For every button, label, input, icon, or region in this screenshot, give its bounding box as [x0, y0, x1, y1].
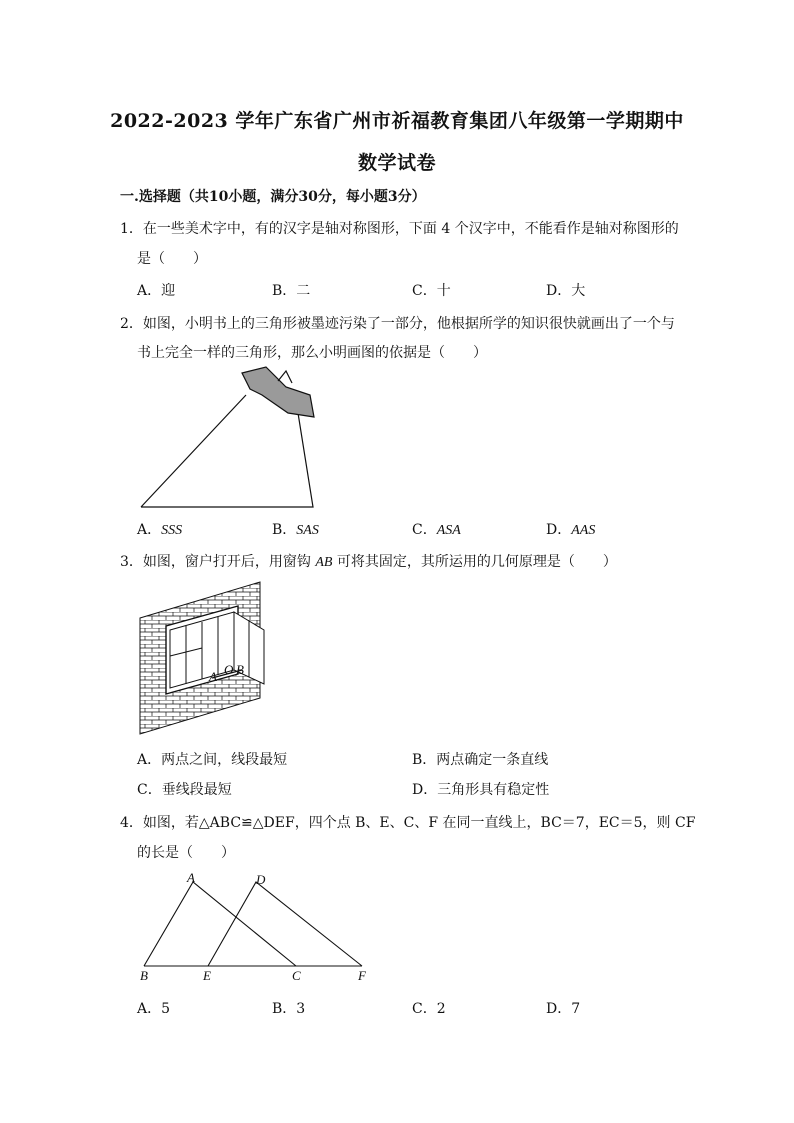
q3-stem-var: AB	[315, 555, 333, 570]
q3-option-c: C．垂线段最短	[137, 782, 232, 798]
q4-option-a: A．5	[137, 1001, 171, 1017]
q2-stem-line1: 2．如图，小明书上的三角形被墨迹污染了一部分，他根据所学的知识很快就画出了一个与	[120, 316, 675, 332]
q4-option-d: D．7	[546, 1001, 581, 1017]
q3-label-a: A	[209, 669, 217, 684]
q2-option-b: B．SAS	[272, 522, 319, 538]
q4-label-c: C	[292, 968, 301, 983]
q3-label-b: B	[236, 662, 244, 677]
q4-stem-line1: 4．如图，若△ABC≌△DEF，四个点 B、E、C、F 在同一直线上，BC＝7，EC＝5，则 CF	[120, 815, 696, 831]
q4-stem-line2: 的长是（ ）	[137, 845, 235, 861]
q4-label-a: A	[187, 872, 195, 885]
q3-window-figure	[138, 580, 270, 738]
q3-label-o: O	[224, 662, 234, 677]
q4-label-d: D	[256, 872, 266, 887]
q2-option-c-value: ASA	[436, 523, 461, 538]
q1-option-a: A．迎	[137, 283, 176, 299]
q2-option-a-value: SSS	[161, 523, 183, 538]
q1-option-d: D．大	[546, 283, 586, 299]
q4-label-e: E	[203, 968, 211, 983]
q2-option-b-value: SAS	[296, 523, 319, 538]
q1-option-c: C．十	[412, 283, 451, 299]
q4-triangle-def	[208, 882, 362, 966]
q1-option-b: B．二	[272, 283, 311, 299]
q2-option-c: C．ASA	[412, 522, 461, 538]
q2-option-d-value: AAS	[571, 523, 596, 538]
q4-label-b: B	[140, 968, 148, 983]
q3-option-b: B．两点确定一条直线	[412, 752, 549, 768]
q2-option-d: D．AAS	[546, 522, 596, 538]
q4-triangles-figure	[136, 872, 376, 987]
q2-stem-line2: 书上完全一样的三角形，那么小明画图的依据是（ ）	[137, 345, 487, 361]
q1-stem-line2: 是（ ）	[137, 251, 207, 267]
q4-option-c: C．2	[412, 1001, 446, 1017]
page-title: 2022-2023 学年广东省广州市祈福教育集团八年级第一学期期中	[110, 110, 684, 132]
q4-label-f: F	[358, 968, 366, 983]
q2-option-a: A．SSS	[137, 522, 183, 538]
q3-option-a: A．两点之间，线段最短	[137, 752, 288, 768]
q4-triangle-abc	[144, 882, 296, 966]
q2-triangle-figure	[138, 365, 328, 510]
q4-option-b: B．3	[272, 1001, 306, 1017]
section-heading: 一.选择题（共10小题，满分30分，每小题3分）	[120, 189, 426, 205]
q3-option-d: D．三角形具有稳定性	[412, 782, 550, 798]
q1-stem-line1: 1．在一些美术字中，有的汉字是轴对称图形，下面 4 个汉字中，不能看作是轴对称图形的	[120, 221, 679, 237]
q3-stem: 3．如图，窗户打开后，用窗钩 AB 可将其固定，其所运用的几何原理是（ ）	[120, 554, 617, 570]
q2-ink-blot	[242, 367, 314, 417]
page-subtitle: 数学试卷	[357, 152, 436, 174]
